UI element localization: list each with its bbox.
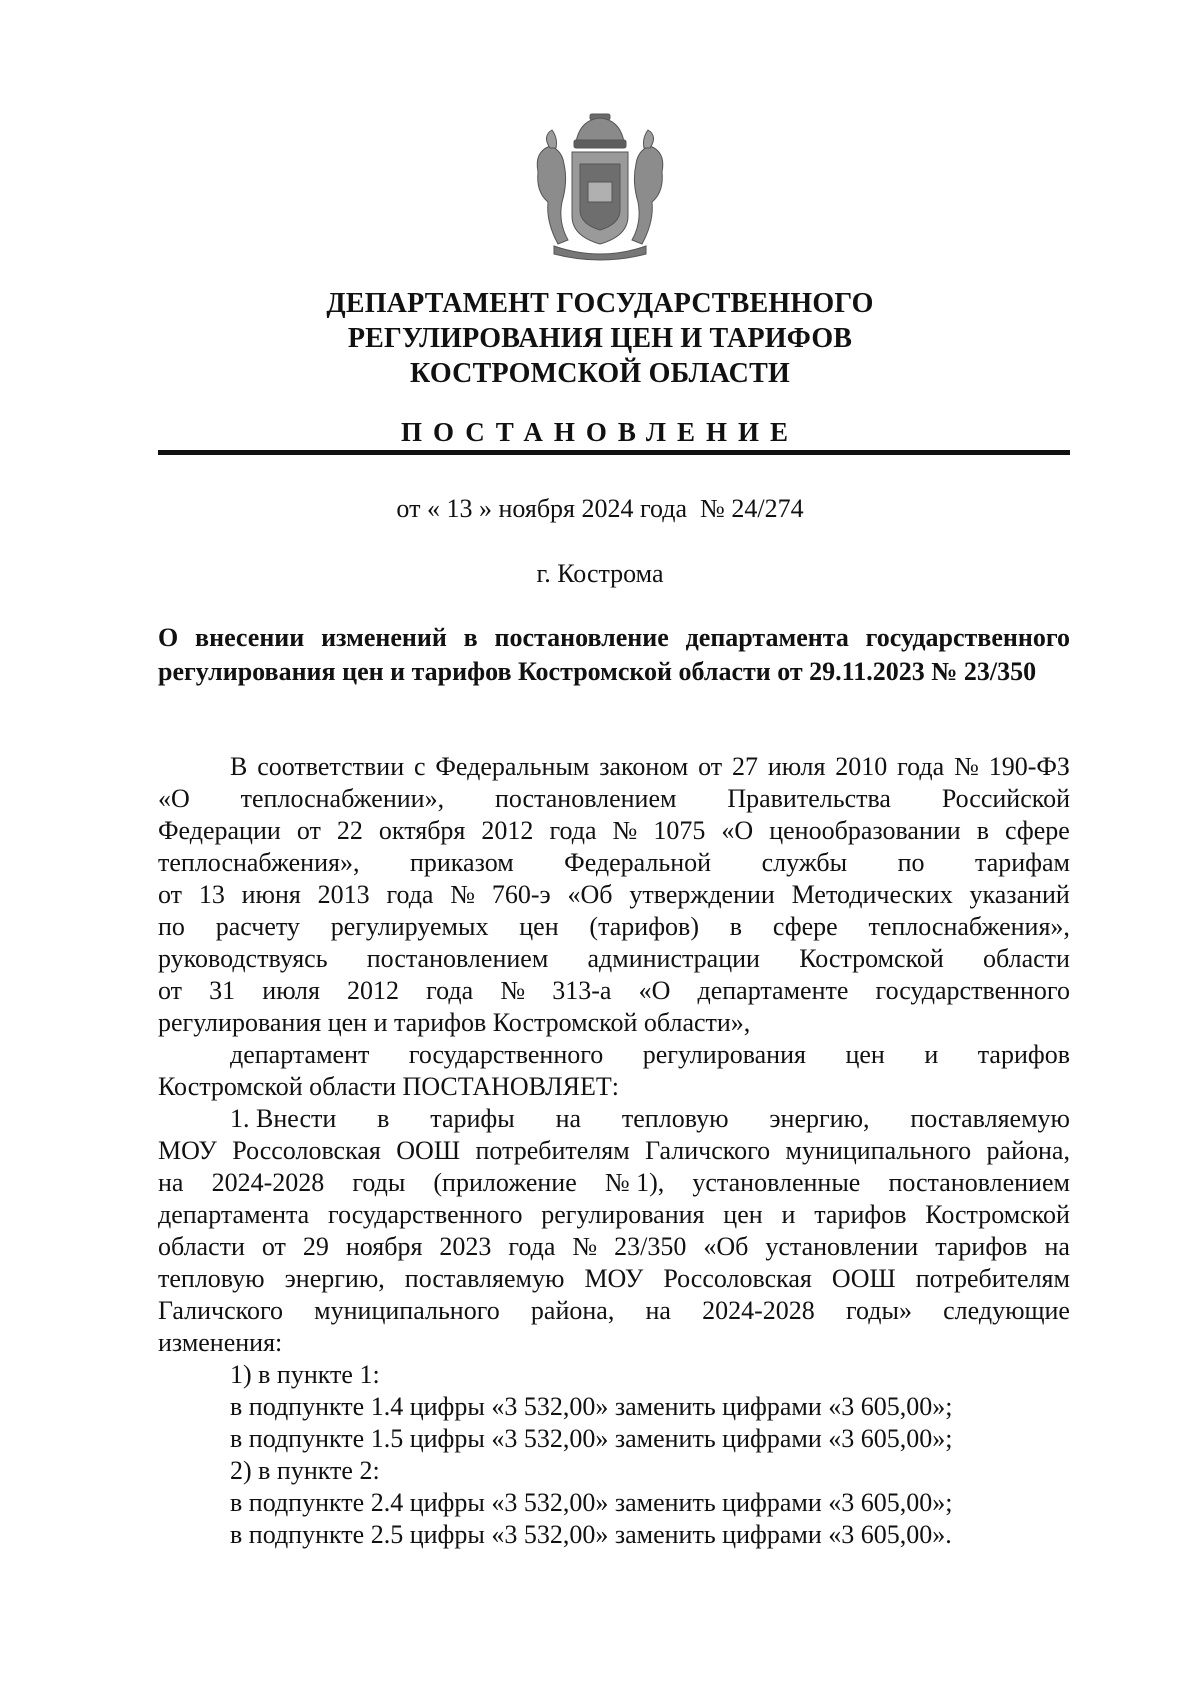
word: № 1),	[604, 1168, 665, 1197]
kostroma-coat-of-arms-icon	[528, 112, 672, 262]
word: от	[296, 816, 321, 845]
word: тарифов	[814, 1200, 907, 1229]
word: 2023	[439, 1232, 492, 1261]
word: Галичского	[158, 1296, 283, 1325]
word: «О	[158, 784, 190, 813]
word: Правительства	[727, 784, 891, 813]
word: области	[983, 944, 1070, 973]
word: законом	[599, 752, 689, 781]
department-line: ДЕПАРТАМЕНТ ГОСУДАРСТВЕННОГО	[326, 288, 874, 319]
word: теплоснабжения»,	[158, 848, 360, 877]
word: муниципального	[314, 1296, 500, 1325]
word: района,	[986, 1136, 1070, 1165]
word: 29	[302, 1232, 329, 1261]
word: тарифов	[935, 1232, 1028, 1261]
body-line	[158, 1199, 1070, 1231]
word: тарифов	[977, 1040, 1070, 1069]
word: постановлением	[888, 1168, 1070, 1197]
body-line	[158, 751, 1070, 783]
word: поставляемую	[910, 1104, 1070, 1133]
title-line	[158, 621, 1070, 655]
word: регулируемых	[330, 912, 489, 941]
body-line	[158, 1295, 1070, 1327]
word: государственного	[408, 1040, 604, 1069]
word: Россоловская	[232, 1136, 381, 1165]
word: в	[377, 1104, 390, 1133]
header-divider	[158, 450, 1070, 455]
word: Федеральным	[435, 752, 590, 781]
word: года	[508, 1232, 556, 1261]
word: «Об	[703, 1232, 749, 1261]
word: государственного	[865, 623, 1070, 652]
word: ООШ	[831, 1264, 896, 1293]
word: 27	[731, 752, 758, 781]
word: департаменте	[697, 976, 849, 1005]
word: сфере	[1005, 816, 1070, 845]
word: года	[897, 752, 945, 781]
body-line: в подпункте 1.5 цифры «3 532,00» заменить цифрами «3 605,00»;	[230, 1424, 953, 1453]
word: тепловую	[621, 1104, 729, 1133]
body-line: в подпункте 1.4 цифры «3 532,00» заменить цифрами «3 605,00»;	[230, 1392, 953, 1421]
body-line	[158, 783, 1070, 815]
word: поставляемую	[404, 1264, 565, 1293]
word: департамента	[158, 1200, 310, 1229]
word: МОУ	[158, 1136, 217, 1165]
body-line: в подпункте 2.4 цифры «3 532,00» заменить цифрами «3 605,00»;	[230, 1488, 953, 1517]
word: энергию,	[284, 1264, 385, 1293]
word: муниципального	[785, 1136, 972, 1165]
word: №	[954, 752, 979, 781]
word: утверждении	[629, 880, 775, 909]
document-body	[158, 751, 1070, 1551]
word: департамента	[685, 623, 849, 652]
word: цен	[845, 1040, 885, 1069]
word: администрации	[587, 944, 760, 973]
date-and-number: от « 13 » ноября 2024 года № 24/274	[396, 494, 804, 523]
word: Федеральной	[564, 848, 712, 877]
word: регулирования	[541, 1200, 705, 1229]
word: 2010	[835, 752, 888, 781]
word: потребителям	[915, 1264, 1070, 1293]
word: цен	[723, 1200, 763, 1229]
word: года	[426, 976, 474, 1005]
word: 31	[209, 976, 236, 1005]
word: соответствии	[257, 752, 405, 781]
body-line	[158, 1135, 1070, 1167]
word: В	[230, 752, 248, 781]
word: от	[158, 976, 183, 1005]
word: от	[158, 880, 183, 909]
word: тарифы	[430, 1104, 515, 1133]
word: 1. Внести	[230, 1104, 337, 1133]
body-line	[158, 815, 1070, 847]
word: ценообразовании	[769, 816, 961, 845]
word: района,	[530, 1296, 615, 1325]
word: государственного	[875, 976, 1070, 1005]
word: на	[158, 1168, 184, 1197]
word: цен	[519, 912, 559, 941]
body-line: 2) в пункте 2:	[230, 1456, 380, 1485]
word: в	[463, 623, 478, 652]
body-line	[158, 847, 1070, 879]
body-line: Костромской области ПОСТАНОВЛЯЕТ:	[158, 1072, 619, 1101]
word: тепловую	[158, 1264, 265, 1293]
word: МОУ	[584, 1264, 644, 1293]
word: указаний	[969, 880, 1070, 909]
department-line: КОСТРОМСКОЙ ОБЛАСТИ	[410, 358, 790, 389]
body-line	[158, 879, 1070, 911]
word: октября	[378, 816, 466, 845]
word: на	[555, 1104, 582, 1133]
word: 22	[336, 816, 363, 845]
body-line	[158, 1231, 1070, 1263]
word: О	[158, 623, 179, 652]
word: с	[413, 752, 426, 781]
word: сфере	[772, 912, 838, 941]
word: от	[698, 752, 723, 781]
word: изменений	[321, 623, 447, 652]
body-line: изменения:	[158, 1328, 283, 1357]
word: руководствуясь	[158, 944, 328, 973]
department-line: РЕГУЛИРОВАНИЯ ЦЕН И ТАРИФОВ	[347, 323, 853, 354]
word: департамент	[230, 1040, 370, 1069]
word: годы	[352, 1168, 406, 1197]
word: и	[781, 1200, 796, 1229]
word: №	[572, 1232, 598, 1261]
word: постановлением	[494, 784, 677, 813]
word: в	[976, 816, 990, 845]
word: постановление	[494, 623, 669, 652]
word: июля	[767, 752, 826, 781]
word: Федерации	[158, 816, 281, 845]
word: 2024-2028	[211, 1168, 325, 1197]
word: 190-ФЗ	[988, 752, 1070, 781]
word: Методических	[791, 880, 953, 909]
word: Костромской	[925, 1200, 1070, 1229]
body-line	[158, 1103, 1070, 1135]
word: годы»	[845, 1296, 912, 1325]
word: 1075	[653, 816, 706, 845]
body-line: 1) в пункте 1:	[230, 1360, 380, 1389]
body-line	[158, 1263, 1070, 1295]
word: по	[897, 848, 925, 877]
body-line	[158, 1039, 1070, 1071]
word: теплоснабжении»,	[240, 784, 445, 813]
word: приказом	[409, 848, 514, 877]
body-line	[158, 1167, 1070, 1199]
word: №	[450, 880, 476, 909]
body-line	[158, 943, 1070, 975]
city: г. Кострома	[536, 559, 664, 588]
word: (приложение	[433, 1168, 577, 1197]
word: области	[158, 1232, 245, 1261]
word: «Об	[567, 880, 613, 909]
word: (тарифов)	[589, 912, 699, 941]
title-line: регулирования цен и тарифов Костромской области от 29.11.2023 № 23/350	[158, 657, 1037, 686]
word: ООШ	[396, 1136, 461, 1165]
word: регулирования	[642, 1040, 806, 1069]
document-title	[158, 621, 1070, 689]
word: 23/350	[614, 1232, 687, 1261]
word: потребителям	[475, 1136, 630, 1165]
word: Костромской	[799, 944, 944, 973]
word: по	[158, 912, 185, 941]
word: 2024-2028	[702, 1296, 815, 1325]
word: постановлением	[366, 944, 549, 973]
word: внесении	[195, 623, 305, 652]
word: «О	[638, 976, 671, 1005]
body-line	[158, 975, 1070, 1007]
word: №	[612, 816, 638, 845]
word: установлении	[765, 1232, 919, 1261]
word: в	[729, 912, 743, 941]
word: от	[261, 1232, 286, 1261]
word: на	[1044, 1232, 1070, 1261]
word: года	[549, 816, 597, 845]
word: июля	[262, 976, 320, 1005]
word: 760-э	[491, 880, 551, 909]
word: ноября	[345, 1232, 423, 1261]
word: тарифам	[975, 848, 1070, 877]
word: теплоснабжения»,	[868, 912, 1070, 941]
word: 13	[198, 880, 225, 909]
word: 2012	[481, 816, 534, 845]
word: Галичского	[645, 1136, 771, 1165]
word: энергию,	[769, 1104, 870, 1133]
body-line: регулирования цен и тарифов Костромской области»,	[158, 1008, 751, 1037]
word: расчету	[215, 912, 300, 941]
word: года	[386, 880, 434, 909]
word: службы	[761, 848, 848, 877]
body-line	[158, 911, 1070, 943]
word: следующие	[943, 1296, 1070, 1325]
word: на	[645, 1296, 671, 1325]
word: №	[500, 976, 526, 1005]
word: и	[924, 1040, 939, 1069]
word: Россоловская	[663, 1264, 812, 1293]
document-type: ПОСТАНОВЛЕНИЕ	[400, 417, 800, 447]
word: июня	[241, 880, 301, 909]
body-line: в подпункте 2.5 цифры «3 532,00» заменить цифрами «3 605,00».	[230, 1520, 952, 1549]
word: 2012	[347, 976, 400, 1005]
word: Российской	[941, 784, 1070, 813]
word: 2013	[317, 880, 370, 909]
word: 313-а	[552, 976, 612, 1005]
word: «О	[721, 816, 754, 845]
department-name	[0, 286, 1200, 391]
word: установленные	[692, 1168, 861, 1197]
word: государственного	[328, 1200, 523, 1229]
